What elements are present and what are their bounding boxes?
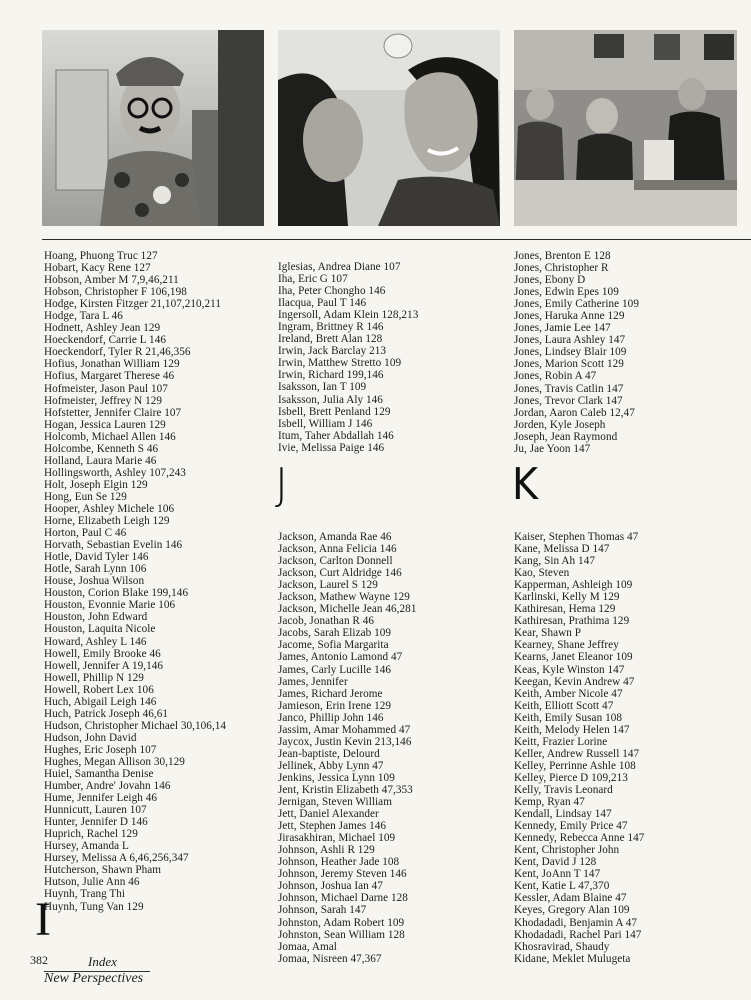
index-entry: Jorden, Kyle Joseph — [514, 418, 606, 431]
index-entry: Hume, Jennifer Leigh 46 — [44, 792, 157, 805]
index-entry: Kang, Sin Ah 147 — [514, 555, 595, 568]
section-letter-k: K — [512, 459, 538, 510]
index-entry: Jordan, Aaron Caleb 12,47 — [514, 406, 635, 419]
index-entry: Hoeckendorf, Tyler R 21,46,356 — [44, 346, 191, 359]
index-entry: Jones, Laura Ashley 147 — [514, 334, 626, 347]
photo-classroom — [514, 30, 737, 226]
index-entry: Keller, Andrew Russell 147 — [514, 747, 640, 760]
index-entry: Jamieson, Erin Irene 129 — [278, 699, 392, 712]
index-entry: Hudson, Christopher Michael 30,106,14 — [44, 719, 227, 732]
index-entry: Hodnett, Ashley Jean 129 — [44, 322, 161, 335]
index-entry: Kaiser, Stephen Thomas 47 — [514, 531, 639, 543]
index-entry: Keith, Emily Susan 108 — [514, 711, 622, 724]
index-entry: Ingram, Brittney R 146 — [278, 321, 384, 334]
index-entry: Kelley, Perrinne Ashle 108 — [514, 759, 636, 772]
index-entry: Isbell, Brett Penland 129 — [278, 405, 391, 418]
index-entry: House, Joshua Wilson — [44, 575, 145, 588]
index-entry: Jones, Edwin Epes 109 — [514, 286, 619, 299]
section-letter-j: J — [275, 459, 288, 510]
index-entry: Iglesias, Andrea Diane 107 — [278, 261, 401, 273]
index-entry: Jones, Haruka Anne 129 — [514, 310, 625, 323]
index-entry: Hursey, Melissa A 6,46,256,347 — [44, 852, 189, 865]
index-entry: Holcombe, Kenneth S 46 — [44, 442, 159, 455]
index-entry: Janco, Phillip John 146 — [278, 711, 384, 724]
index-entry: Johnston, Adam Robert 109 — [278, 916, 405, 929]
index-entry: Jones, Trevor Clark 147 — [514, 394, 623, 407]
index-column-h — [44, 250, 226, 913]
index-entry: Iha, Peter Chongho 146 — [278, 285, 386, 298]
index-entry: Khosravirad, Shaudy — [514, 940, 610, 953]
index-entry: Jomaa, Nisreen 47,367 — [278, 952, 382, 965]
index-entry: Hughes, Megan Allison 30,129 — [44, 755, 185, 768]
footer-section: Index — [88, 954, 117, 969]
index-entry: Ju, Jae Yoon 147 — [514, 442, 591, 455]
index-entry: Kent, JoAnn T 147 — [514, 868, 601, 881]
index-entry: Hobart, Kacy Rene 127 — [44, 262, 151, 275]
index-entry: Kent, Christopher John — [514, 844, 620, 857]
index-entry: Hofius, Margaret Therese 46 — [44, 370, 175, 383]
index-entry: James, Jennifer — [278, 675, 348, 688]
index-entry: James, Richard Jerome — [278, 687, 383, 700]
index-entry: Hutson, Julie Ann 46 — [44, 876, 140, 889]
index-entry: Johnson, Michael Darne 128 — [278, 892, 408, 905]
index-entry: Jackson, Michelle Jean 46,281 — [278, 603, 417, 616]
index-entry: Jackson, Laurel S 129 — [278, 579, 378, 592]
index-entry: Khodadadi, Rachel Pari 147 — [514, 928, 642, 941]
index-entry: Jackson, Mathew Wayne 129 — [278, 591, 410, 604]
index-entry: Houston, Evonnie Marie 106 — [44, 599, 176, 612]
index-entry: Hobson, Christopher F 106,198 — [44, 286, 187, 299]
index-entry: Keas, Kyle Winston 147 — [514, 663, 625, 676]
section-divider — [42, 239, 751, 240]
index-entry: Hogan, Jessica Lauren 129 — [44, 418, 166, 431]
page-number: 382 — [30, 953, 48, 967]
index-entry: Hong, Eun Se 129 — [44, 490, 127, 503]
index-entry: Jones, Christopher R — [514, 262, 609, 275]
index-entry: Jones, Brenton E 128 — [514, 250, 611, 262]
index-entry: Humber, Andre' Jovahn 146 — [44, 780, 171, 793]
index-entry: Holcomb, Michael Allen 146 — [44, 430, 176, 443]
index-entry: Irwin, Jack Barclay 213 — [278, 345, 387, 358]
index-entry: Hunnicutt, Lauren 107 — [44, 804, 147, 817]
index-entry: Isbell, William J 146 — [278, 417, 373, 430]
index-entry: Howell, Phillip N 129 — [44, 671, 144, 684]
index-entry: Hutcherson, Shawn Pham — [44, 864, 162, 877]
index-entry: Jassim, Amar Mohammed 47 — [278, 723, 411, 736]
index-entry: Kelley, Pierce D 109,213 — [514, 771, 628, 784]
index-entry: Kent, David J 128 — [514, 856, 597, 869]
index-entry: Hodge, Kirsten Fitzger 21,107,210,211 — [44, 298, 221, 311]
index-entry: Jett, Daniel Alexander — [278, 808, 379, 821]
index-entry: Kathiresan, Hema 129 — [514, 603, 616, 616]
index-column-j-cont — [514, 250, 639, 455]
index-column-i — [278, 261, 418, 454]
index-entry: Jaycox, Justin Kevin 213,146 — [278, 735, 412, 748]
index-entry: Horvath, Sebastian Evelin 146 — [44, 539, 183, 552]
index-entry: Hughes, Eric Joseph 107 — [44, 743, 157, 756]
index-entry: Kidane, Meklet Mulugeta — [514, 952, 631, 965]
index-entry: Khodadadi, Benjamin A 47 — [514, 916, 638, 929]
index-entry: Kessler, Adam Blaine 47 — [514, 892, 627, 905]
index-entry: Huch, Abigail Leigh 146 — [44, 695, 157, 708]
index-entry: Horton, Paul C 46 — [44, 527, 127, 540]
index-column-k — [514, 531, 644, 965]
index-entry: Jones, Travis Catlin 147 — [514, 382, 624, 395]
index-entry: Hunter, Jennifer D 146 — [44, 816, 148, 829]
index-entry: Houston, Corion Blake 199,146 — [44, 587, 189, 600]
index-entry: James, Carly Lucille 146 — [278, 663, 392, 676]
index-entry: Johnson, Jeremy Steven 146 — [278, 868, 407, 881]
index-entry: James, Antonio Lamond 47 — [278, 651, 403, 664]
index-entry: Kelly, Travis Leonard — [514, 783, 613, 796]
index-entry: Huch, Patrick Joseph 46,61 — [44, 707, 169, 720]
index-entry: Jackson, Anna Felicia 146 — [278, 543, 397, 556]
index-entry: Hoeckendorf, Carrie L 146 — [44, 334, 166, 347]
index-entry: Kendall, Lindsay 147 — [514, 808, 612, 821]
index-entry: Horne, Elizabeth Leigh 129 — [44, 515, 170, 528]
index-entry: Hooper, Ashley Michele 106 — [44, 502, 175, 515]
index-entry: Johnston, Sean William 128 — [278, 928, 405, 941]
index-entry: Jacome, Sofia Margarita — [278, 639, 389, 652]
index-entry: Hollingsworth, Ashley 107,243 — [44, 466, 186, 479]
index-entry: Hofius, Jonathan William 129 — [44, 358, 180, 371]
index-entry: Jacobs, Sarah Elizab 109 — [278, 627, 392, 640]
index-entry: Ingersoll, Adam Klein 128,213 — [278, 309, 419, 322]
index-entry: Kemp, Ryan 47 — [514, 796, 585, 809]
index-entry: Itum, Taher Abdallah 146 — [278, 429, 394, 442]
index-entry: Hodge, Tara L 46 — [44, 310, 123, 323]
index-entry: Keith, Amber Nicole 47 — [514, 687, 623, 700]
footer-title: New Perspectives — [44, 971, 144, 986]
index-entry: Isaksson, Ian T 109 — [278, 381, 367, 394]
index-entry: Ireland, Brett Alan 128 — [278, 333, 383, 346]
index-entry: Howell, Jennifer A 19,146 — [44, 659, 164, 672]
index-entry: Johnson, Joshua Ian 47 — [278, 880, 383, 893]
index-entry: Jacob, Jonathan R 46 — [278, 615, 375, 628]
index-entry: Jones, Marion Scott 129 — [514, 358, 624, 371]
index-entry: Hoang, Phuong Truc 127 — [44, 250, 158, 262]
index-entry: Jenkins, Jessica Lynn 109 — [278, 771, 395, 784]
index-entry: Keith, Melody Helen 147 — [514, 723, 630, 736]
index-entry: Johnson, Heather Jade 108 — [278, 856, 400, 869]
index-entry: Ilacqua, Paul T 146 — [278, 297, 367, 310]
index-entry: Jones, Lindsey Blair 109 — [514, 346, 627, 359]
index-entry: Keitt, Frazier Lorine — [514, 735, 608, 748]
index-entry: Keegan, Kevin Andrew 47 — [514, 675, 635, 688]
index-entry: Keith, Elliott Scott 47 — [514, 699, 614, 712]
index-entry: Hotle, David Tyler 146 — [44, 551, 149, 564]
index-entry: Kearney, Shane Jeffrey — [514, 639, 619, 652]
index-entry: Howell, Emily Brooke 46 — [44, 647, 161, 660]
index-column-j — [278, 531, 416, 965]
index-entry: Hobson, Amber M 7,9,46,211 — [44, 274, 179, 287]
photo-student-costume — [42, 30, 264, 226]
index-entry: Jones, Robin A 47 — [514, 370, 597, 383]
index-entry: Kathiresan, Prathima 129 — [514, 615, 630, 628]
index-entry: Jones, Jamie Lee 147 — [514, 322, 611, 335]
index-entry: Jirasakhiran, Michael 109 — [278, 832, 396, 845]
index-entry: Kennedy, Rebecca Anne 147 — [514, 832, 645, 845]
index-entry: Jean-baptiste, Delourd — [278, 747, 380, 760]
index-entry: Houston, John Edward — [44, 611, 148, 624]
index-entry: Jett, Stephen James 146 — [278, 820, 387, 833]
index-entry: Kearns, Janet Eleanor 109 — [514, 651, 633, 664]
index-entry: Jones, Emily Catherine 109 — [514, 298, 639, 311]
index-entry: Howell, Robert Lex 106 — [44, 683, 154, 696]
index-entry: Hudson, John David — [44, 731, 137, 744]
index-entry: Jackson, Carlton Donnell — [278, 555, 393, 568]
index-entry: Jellinek, Abby Lynn 47 — [278, 759, 384, 772]
index-entry: Hotle, Sarah Lynn 106 — [44, 563, 147, 576]
index-entry: Kennedy, Emily Price 47 — [514, 820, 628, 833]
index-entry: Kao, Steven — [514, 567, 570, 580]
index-entry: Jones, Ebony D — [514, 274, 586, 287]
index-entry: Huynh, Trang Thi — [44, 888, 126, 901]
index-entry: Houston, Laquita Nicole — [44, 623, 156, 636]
section-letter-i: I — [35, 893, 51, 946]
index-entry: Kane, Melissa D 147 — [514, 543, 610, 556]
index-entry: Ivie, Melissa Paige 146 — [278, 441, 385, 454]
index-entry: Joseph, Jean Raymond — [514, 430, 618, 443]
index-entry: Hofmeister, Jeffrey N 129 — [44, 394, 163, 407]
index-entry: Holt, Joseph Elgin 129 — [44, 478, 148, 491]
index-entry: Huynh, Tung Van 129 — [44, 900, 144, 913]
index-entry: Howard, Ashley L 146 — [44, 635, 147, 648]
index-entry: Johnson, Sarah 147 — [278, 904, 367, 917]
index-entry: Jackson, Amanda Rae 46 — [278, 531, 392, 543]
index-entry: Hursey, Amanda L — [44, 840, 129, 853]
index-entry: Jent, Kristin Elizabeth 47,353 — [278, 783, 413, 796]
index-entry: Kear, Shawn P — [514, 627, 582, 640]
index-entry: Irwin, Matthew Stretto 109 — [278, 357, 402, 370]
index-entry: Keyes, Gregory Alan 109 — [514, 904, 630, 917]
index-entry: Jackson, Curt Aldridge 146 — [278, 567, 402, 580]
index-entry: Hofmeister, Jason Paul 107 — [44, 382, 168, 395]
index-entry: Hofstetter, Jennifer Claire 107 — [44, 406, 182, 419]
index-entry: Irwin, Richard 199,146 — [278, 369, 384, 382]
index-entry: Huprich, Rachel 129 — [44, 828, 138, 841]
index-entry: Huiel, Samantha Denise — [44, 768, 154, 781]
index-entry: Karlinski, Kelly M 129 — [514, 591, 620, 604]
photo-two-girls — [278, 30, 500, 226]
index-entry: Isaksson, Julia Aly 146 — [278, 393, 383, 406]
index-entry: Jomaa, Amal — [278, 940, 337, 953]
index-entry: Jernigan, Steven William — [278, 796, 392, 809]
index-entry: Holland, Laura Marie 46 — [44, 454, 157, 467]
index-entry: Johnson, Ashli R 129 — [278, 844, 375, 857]
index-entry: Kapperman, Ashleigh 109 — [514, 579, 633, 592]
index-entry: Iha, Eric G 107 — [278, 273, 348, 286]
index-entry: Kent, Katie L 47,370 — [514, 880, 610, 893]
